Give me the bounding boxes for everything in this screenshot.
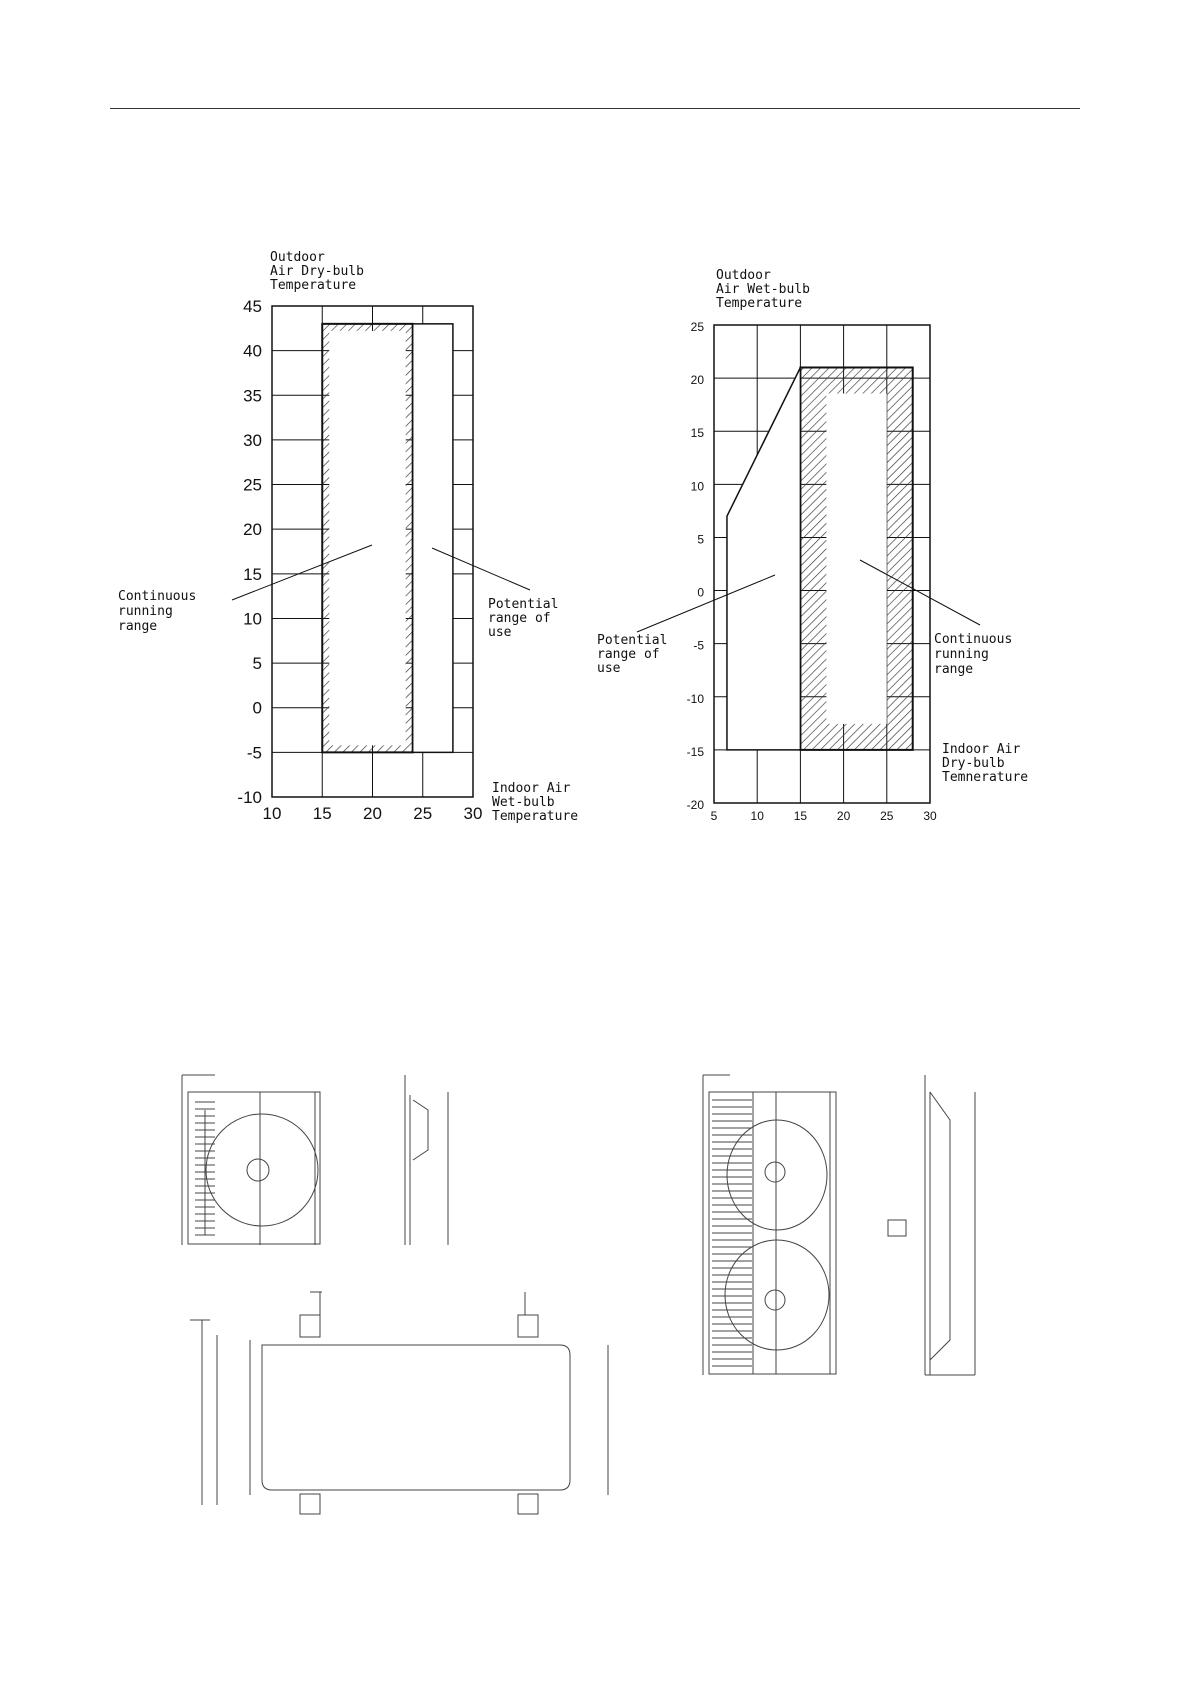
y-tick-label: 0 xyxy=(252,698,262,718)
y-tick-label: 45 xyxy=(243,297,262,316)
y-tick-label: -20 xyxy=(686,798,704,812)
chart2-ylabel: Outdoor Air Wet-bulb Temperature xyxy=(716,268,810,311)
x-tick-label: 10 xyxy=(262,804,282,823)
chart1-continuous-label: Continuous running range xyxy=(118,589,197,634)
y-tick-label: 15 xyxy=(690,426,704,441)
y-tick-label: 20 xyxy=(690,373,704,388)
y-tick-label: 30 xyxy=(243,430,262,450)
x-tick-label: 30 xyxy=(463,804,483,823)
chart1-xlabel: Indoor Air Wet-bulb Temperature xyxy=(492,781,579,824)
y-tick-label: 35 xyxy=(243,386,262,406)
x-tick-label: 25 xyxy=(880,809,894,823)
unit-front-view-double-fan xyxy=(703,1075,906,1375)
unit-side-view-double xyxy=(925,1075,975,1375)
region-potential xyxy=(727,367,800,749)
y-tick-label: 0 xyxy=(697,585,704,600)
unit-top-view-single xyxy=(190,1292,608,1514)
x-tick-label: 5 xyxy=(710,809,718,823)
y-tick-label: 25 xyxy=(690,320,704,334)
chart2-operating-range xyxy=(637,320,980,823)
chart1-operating-range xyxy=(232,297,530,823)
y-tick-label: 5 xyxy=(252,654,262,674)
y-tick-label: 10 xyxy=(243,609,262,629)
chart2-continuous-label: Continuous running range xyxy=(934,632,1013,677)
x-tick-label: 30 xyxy=(923,809,937,823)
y-tick-label: -5 xyxy=(693,638,704,653)
y-tick-label: -10 xyxy=(686,691,704,706)
region-continuous-inner xyxy=(329,331,405,746)
unit-front-view-single-fan xyxy=(182,1075,320,1245)
chart1-potential-label: Potential range of use xyxy=(488,597,559,640)
chart2-xlabel: Indoor Air Dry-bulb Temnerature xyxy=(942,742,1029,785)
y-tick-label: 25 xyxy=(243,475,262,495)
region-potential xyxy=(413,324,453,753)
x-tick-label: 20 xyxy=(836,809,851,823)
x-tick-label: 20 xyxy=(363,804,382,823)
chart2-potential-label: Potential range of use xyxy=(597,633,668,676)
y-tick-label: -5 xyxy=(246,743,262,763)
unit-hatch-lines-double xyxy=(712,1100,752,1366)
x-tick-label: 10 xyxy=(750,809,764,823)
y-tick-label: 10 xyxy=(690,479,704,494)
x-tick-label: 25 xyxy=(413,804,433,823)
y-tick-label: 15 xyxy=(243,564,262,584)
y-tick-label: 5 xyxy=(697,532,704,547)
y-tick-label: 40 xyxy=(243,341,262,361)
region-continuous-inner xyxy=(826,393,886,723)
unit-side-view-single xyxy=(405,1075,448,1245)
y-tick-label: 20 xyxy=(243,520,262,540)
chart1-ylabel: Outdoor Air Dry-bulb Temperature xyxy=(270,250,364,293)
x-tick-label: 15 xyxy=(793,809,808,823)
y-tick-label: -15 xyxy=(686,744,704,759)
x-tick-label: 15 xyxy=(312,804,332,823)
y-tick-label: -10 xyxy=(237,788,262,807)
